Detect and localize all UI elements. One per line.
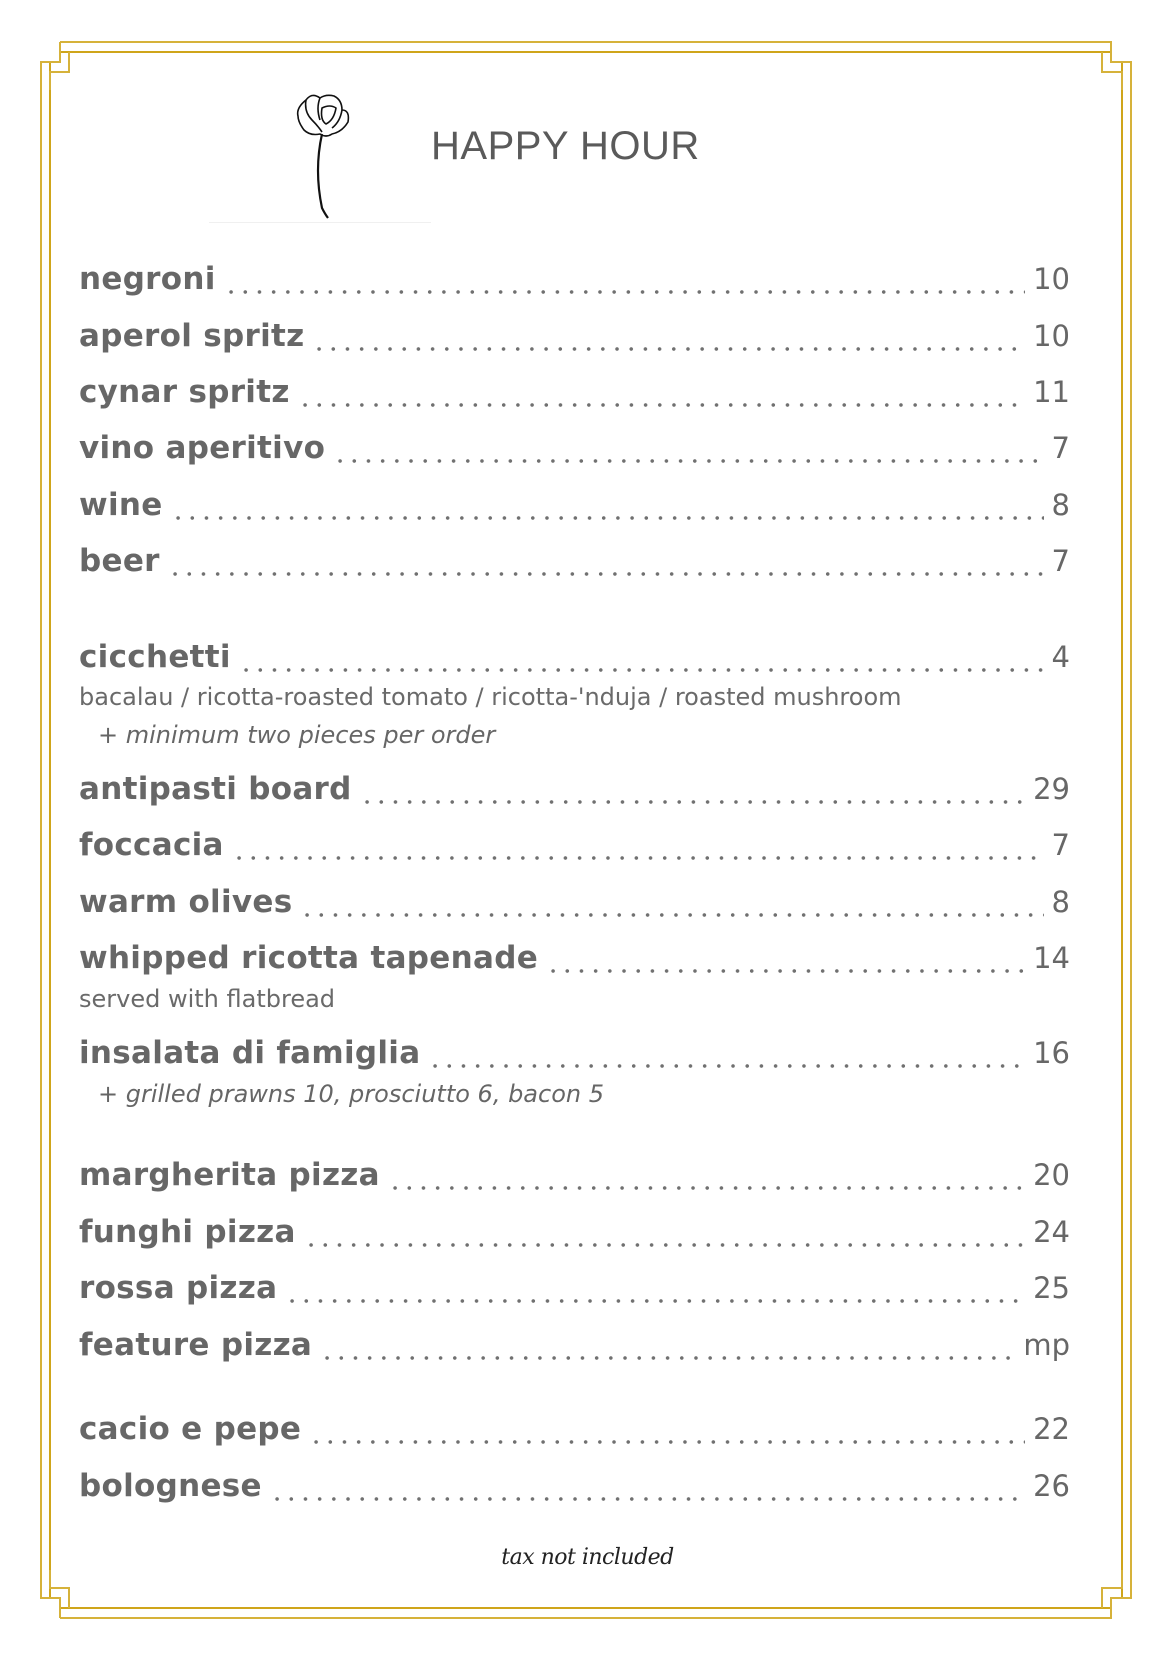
item-name: wine: [79, 487, 163, 523]
item-name: funghi pizza: [79, 1214, 296, 1250]
menu-item: [79, 484, 1070, 526]
dot-leader: [300, 881, 1043, 923]
item-price: 29: [1033, 772, 1070, 806]
item-price: 8: [1051, 885, 1070, 919]
dot-leader: [388, 1154, 1025, 1196]
item-name: bolognese: [79, 1468, 262, 1504]
menu-item: [79, 937, 1070, 979]
item-price: 24: [1033, 1215, 1070, 1249]
item-name: margherita pizza: [79, 1157, 380, 1193]
item-price: 10: [1033, 262, 1070, 296]
menu-item: [79, 1154, 1070, 1196]
item-name: foccacia: [79, 827, 224, 863]
item-name: rossa pizza: [79, 1270, 278, 1306]
item-price: 8: [1051, 488, 1070, 522]
flower-icon: [292, 90, 362, 220]
menu-item: [79, 1408, 1070, 1450]
dot-leader: [270, 1465, 1025, 1507]
item-name: whipped ricotta tapenade: [79, 940, 539, 976]
item-price: 25: [1033, 1271, 1070, 1305]
item-note: + minimum two pieces per order: [98, 721, 496, 749]
menu-item: [79, 540, 1070, 582]
item-description: served with flatbread: [79, 985, 336, 1013]
menu-item: [79, 371, 1070, 413]
dot-leader: [224, 258, 1025, 300]
dot-leader: [360, 768, 1025, 810]
menu-item: [79, 881, 1070, 923]
dot-leader: [312, 315, 1025, 357]
tax-note: tax not included: [501, 1545, 674, 1570]
item-name: vino aperitivo: [79, 430, 326, 466]
item-price: 14: [1033, 941, 1070, 975]
item-price: 7: [1051, 828, 1070, 862]
item-description: bacalau / ricotta-roasted tomato / ricotta-'nduja / roasted mushroom: [79, 683, 902, 711]
dot-leader: [298, 371, 1025, 413]
item-name: beer: [79, 543, 160, 579]
item-price: 26: [1033, 1469, 1070, 1503]
item-price: 7: [1051, 431, 1070, 465]
item-price: 7: [1051, 544, 1070, 578]
menu-item: [79, 1267, 1070, 1309]
dot-leader: [546, 937, 1025, 979]
menu-item: [79, 1324, 1070, 1366]
dot-leader: [232, 824, 1044, 866]
menu-item: [79, 1032, 1070, 1074]
item-name: warm olives: [79, 884, 293, 920]
menu-item: [79, 315, 1070, 357]
page-title: HAPPY HOUR: [431, 124, 700, 168]
item-price: 11: [1033, 375, 1070, 409]
item-price: 16: [1033, 1036, 1070, 1070]
item-name: cacio e pepe: [79, 1411, 302, 1447]
menu-item: [79, 1211, 1070, 1253]
dot-leader: [428, 1032, 1025, 1074]
dot-leader: [239, 636, 1044, 678]
item-price: 10: [1033, 319, 1070, 353]
item-price: mp: [1023, 1328, 1070, 1362]
dot-leader: [304, 1211, 1025, 1253]
dot-leader: [309, 1408, 1025, 1450]
item-name: feature pizza: [79, 1327, 313, 1363]
item-price: 4: [1051, 640, 1070, 674]
dot-leader: [333, 427, 1043, 469]
item-price: 20: [1033, 1158, 1070, 1192]
menu-item: [79, 768, 1070, 810]
item-name: aperol spritz: [79, 318, 305, 354]
dot-leader: [285, 1267, 1025, 1309]
item-name: antipasti board: [79, 771, 352, 807]
menu-item: [79, 824, 1070, 866]
item-name: cynar spritz: [79, 374, 290, 410]
header-divider: [209, 222, 431, 223]
item-name: cicchetti: [79, 639, 231, 675]
menu-item: [79, 258, 1070, 300]
item-note: + grilled prawns 10, prosciutto 6, bacon 5: [98, 1080, 605, 1108]
dot-leader: [320, 1324, 1015, 1366]
item-name: negroni: [79, 261, 216, 297]
menu-item: [79, 1465, 1070, 1507]
item-name: insalata di famiglia: [79, 1035, 421, 1071]
menu-item: [79, 427, 1070, 469]
item-price: 22: [1033, 1412, 1070, 1446]
dot-leader: [171, 484, 1044, 526]
menu-item: [79, 636, 1070, 678]
dot-leader: [168, 540, 1044, 582]
